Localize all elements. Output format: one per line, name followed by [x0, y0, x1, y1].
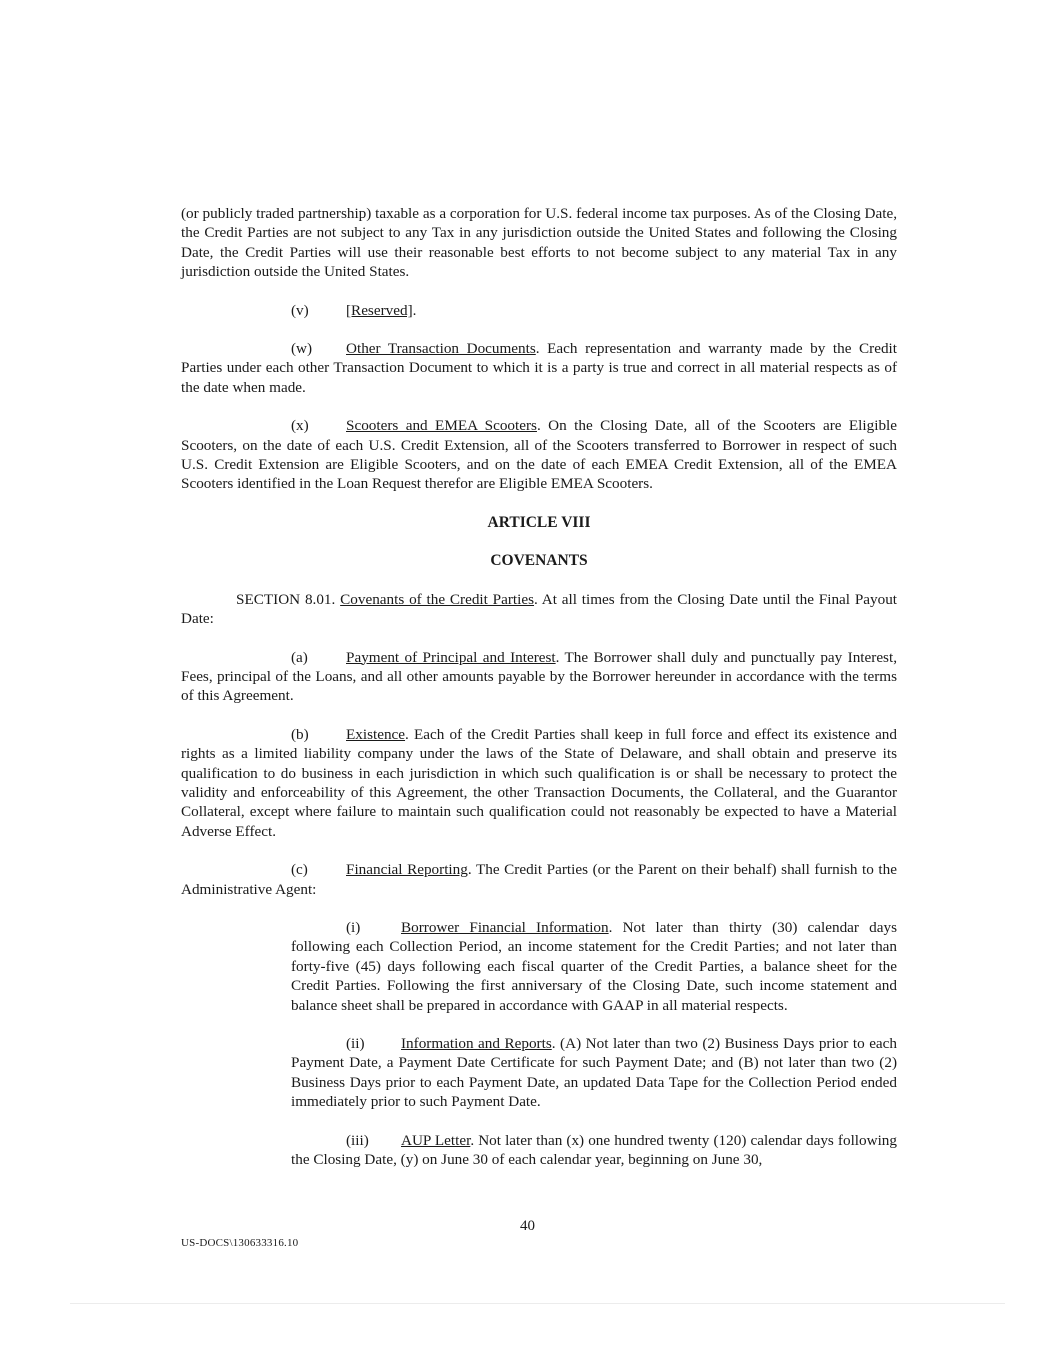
- article-heading: ARTICLE VIII: [487, 513, 591, 531]
- item-a-title: Payment of Principal and Interest: [346, 648, 556, 666]
- article-subheading: COVENANTS: [490, 552, 588, 570]
- item-c-i-text: . Not later than thirty (30) calendar days following each Collection Period, an income statement for the Credit Parties; and not later than forty-five (45) days following each fiscal quarter of the Credit Parties, a balance sheet for the Credit Parties. Following the first anniversary of the Closing Date, such income statement and balance sheet shall be prepared in accordance with GAAP in all material respects.: [291, 918, 897, 1014]
- item-x-title: Scooters and EMEA Scooters: [346, 417, 537, 435]
- item-x: [181, 416, 897, 494]
- item-w-text: . Each representation and warranty made by the Credit Parties under each other Transaction Document to which it is a party is true and correct in all material respects as of the date when made.: [181, 340, 897, 396]
- item-w: [181, 339, 897, 397]
- item-v: [181, 301, 897, 320]
- item-v-title: [Reserved]: [346, 301, 413, 319]
- item-b-title: Existence: [346, 725, 406, 743]
- page-divider: [70, 1303, 1005, 1304]
- item-b-text: . Each of the Credit Parties shall keep in full force and effect its existence and rights as a limited liability company under the laws of the State of Delaware, and shall obtain and preserve its qualification to do business in each jurisdiction in which such qualification is or shall be necessary to protect the validity and enforceability of this Agreement, the other Transaction Documents, the Collateral, and the Guarantor Collateral, except where failure to maintain such qualification could not reasonably be expected to have a Material Adverse Effect.: [181, 725, 897, 840]
- item-c-label: (c): [291, 861, 308, 879]
- item-c-ii-label: (ii): [346, 1035, 365, 1052]
- document-body: [181, 204, 897, 1169]
- section-801-text: . At all times from the Closing Date until the Final Payout Date:: [181, 590, 898, 628]
- item-c-title: Financial Reporting: [346, 861, 468, 879]
- item-a-label: (a): [291, 648, 308, 666]
- item-c-ii-title: Information and Reports: [401, 1035, 552, 1052]
- item-c-i-label: (i): [346, 918, 361, 936]
- item-c-iii: [291, 1131, 897, 1170]
- item-x-label: (x): [291, 417, 309, 435]
- item-w-title: Other Transaction Documents: [346, 340, 536, 358]
- section-801: [181, 590, 897, 629]
- item-c-iii-title: AUP Letter: [401, 1131, 471, 1149]
- item-v-after: .: [412, 301, 417, 319]
- item-c-iii-label: (iii): [346, 1131, 369, 1149]
- item-v-label: (v): [291, 301, 309, 319]
- item-x-text: . On the Closing Date, all of the Scooters are Eligible Scooters, on the date of each U.S. Credit Extension, all of the Scooters transferred to Borrower in respect of such U.S. Credit Extension are Eligible Scooters, and on the date of each EMEA Credit Extension, all of the EMEA Scooters identified in the Loan Request therefor are Eligible EMEA Scooters.: [181, 417, 897, 493]
- section-801-prefix: SECTION 8.01.: [236, 590, 341, 608]
- item-w-label: (w): [291, 340, 313, 358]
- item-c-ii: [291, 1034, 897, 1112]
- item-c-text: . The Credit Parties (or the Parent on their behalf) shall furnish to the Administrative Agent:: [181, 861, 897, 898]
- item-c-iii-text: . Not later than (x) one hundred twenty (120) calendar days following the Closing Date, (y) on June 30 of each calendar year, beginning on June 30,: [291, 1131, 897, 1169]
- item-c-ii-text: . (A) Not later than two (2) Business Days prior to each Payment Date, a Payment Date Certificate for such Payment Date; and (B) not later than two (2) Business Days prior to each Payment Date, an updated Data Tape for the Collection Period ended immediately prior to such Payment Date.: [291, 1035, 898, 1111]
- item-c: [181, 860, 897, 899]
- document-id: US-DOCS\130633316.10: [181, 1237, 299, 1249]
- page-number: 40: [520, 1218, 535, 1234]
- item-a-text: . The Borrower shall duly and punctually pay Interest, Fees, principal of the Loans, and all other amounts payable by the Borrower hereunder in accordance with the terms of this Agreement.: [181, 648, 897, 705]
- intro-paragraph: (or publicly traded partnership) taxable as a corporation for U.S. federal income tax purposes. As of the Closing Date, the Credit Parties are not subject to any Tax in any jurisdiction outside the United States and following the Closing Date, the Credit Parties will use their reasonable best efforts to not become subject to any material Tax in any jurisdiction outside the United States.: [181, 205, 897, 281]
- section-801-title: Covenants of the Credit Parties: [340, 590, 535, 608]
- item-c-i: [291, 918, 897, 1015]
- item-b: [181, 725, 897, 841]
- item-c-i-title: Borrower Financial Information: [401, 918, 609, 936]
- item-a: [181, 648, 897, 706]
- item-b-label: (b): [291, 725, 309, 743]
